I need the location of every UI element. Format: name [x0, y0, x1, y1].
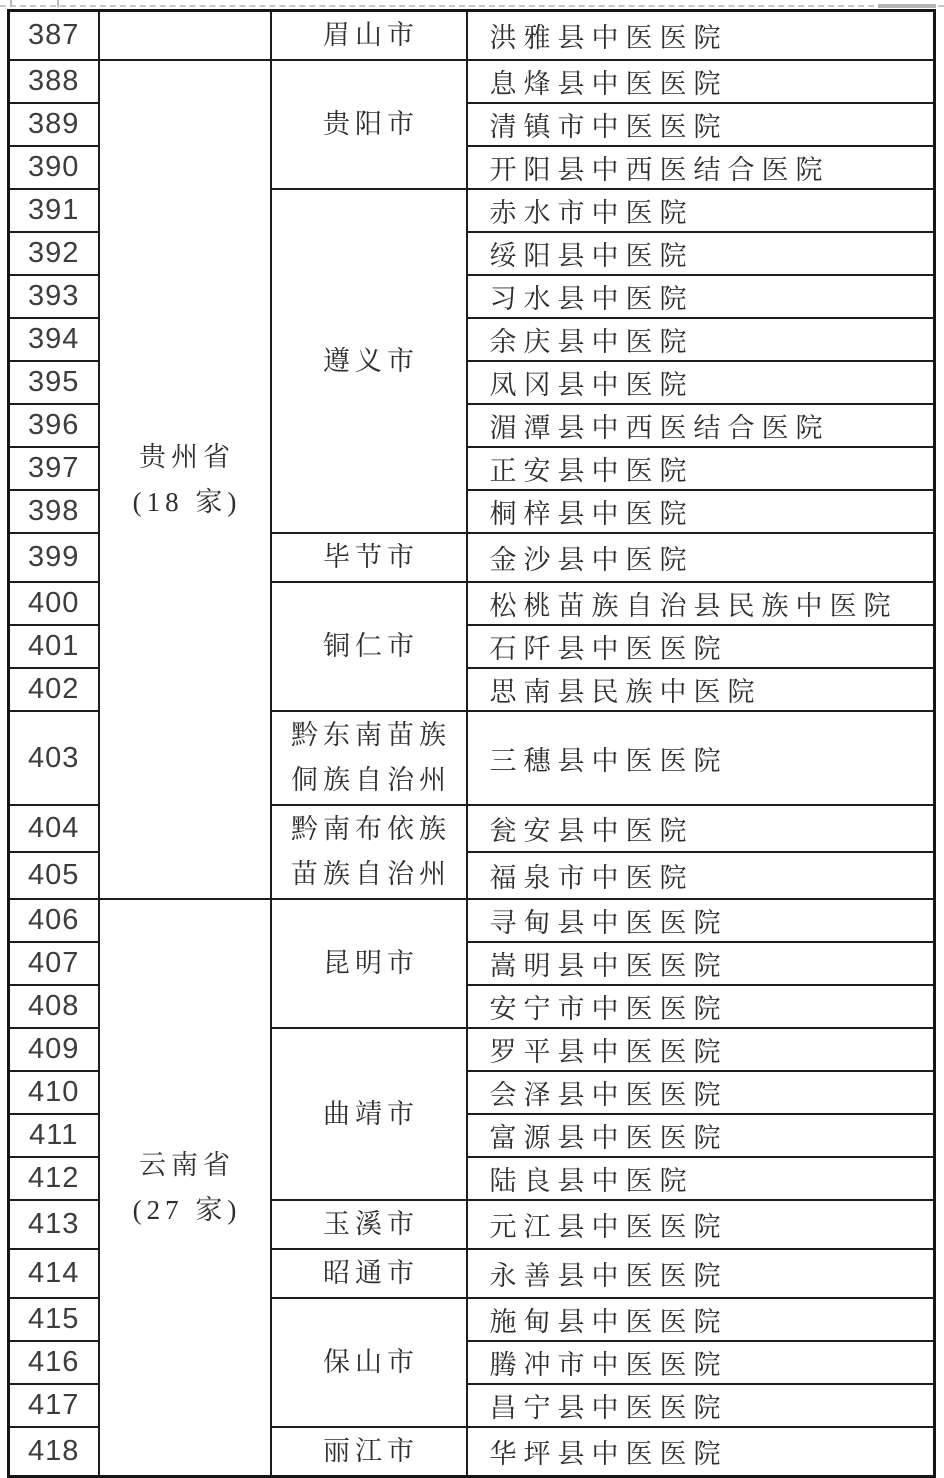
row-number-cell: 390 [9, 146, 99, 189]
hospital-name-cell: 洪雅县中医医院 [467, 11, 935, 61]
hospital-name-cell: 昌宁县中医医院 [467, 1384, 935, 1427]
city-cell [271, 533, 467, 582]
hospital-name-cell: 华坪县中医医院 [467, 1427, 935, 1477]
row-number-cell: 392 [9, 232, 99, 275]
row-number-cell: 396 [9, 404, 99, 447]
table-row [9, 60, 935, 103]
hospital-name-cell: 桐梓县中医院 [467, 490, 935, 533]
city-name-line: 保山市 [323, 1347, 419, 1377]
row-number-cell: 401 [9, 625, 99, 668]
hospital-name-cell: 习水县中医院 [467, 275, 935, 318]
hospital-name-cell: 石阡县中医医院 [467, 625, 935, 668]
row-number-cell: 388 [9, 60, 99, 103]
row-number-cell: 406 [9, 899, 99, 942]
hospital-name-cell: 腾冲市中医医院 [467, 1341, 935, 1384]
row-number-cell: 405 [9, 852, 99, 899]
hospital-name-cell: 安宁市中医医院 [467, 985, 935, 1028]
row-number-cell: 402 [9, 668, 99, 711]
hospital-name-cell: 会泽县中医医院 [467, 1071, 935, 1114]
city-name-line: 黔东南苗族 [291, 720, 451, 750]
hospital-name-cell: 赤水市中医院 [467, 189, 935, 232]
table-row [9, 11, 935, 61]
city-name-line: 曲靖市 [323, 1098, 419, 1129]
row-number-cell: 389 [9, 103, 99, 146]
row-number-cell: 398 [9, 490, 99, 533]
row-number-cell: 410 [9, 1071, 99, 1114]
row-number-cell: 413 [9, 1200, 99, 1249]
city-name-line: 昆明市 [323, 948, 419, 978]
city-cell [271, 1200, 467, 1249]
cut-table-fragment-right [878, 4, 936, 8]
city-name-line: 铜仁市 [323, 631, 419, 661]
hospital-name-cell: 余庆县中医院 [467, 318, 935, 361]
city-name-line: 毕节市 [323, 542, 419, 572]
province-line: (27 家) [132, 1194, 242, 1225]
cut-table-fragment-left [10, 0, 59, 7]
hospital-name-cell: 施甸县中医医院 [467, 1298, 935, 1341]
city-cell [271, 711, 467, 805]
row-number-cell: 418 [9, 1427, 99, 1477]
province-line: 云南省 [139, 1149, 235, 1180]
hospital-name-cell: 罗平县中医医院 [467, 1028, 935, 1071]
table-row [9, 899, 935, 942]
row-number-cell: 400 [9, 582, 99, 625]
city-cell [271, 582, 467, 711]
row-number-cell: 409 [9, 1028, 99, 1071]
city-cell [271, 899, 467, 1028]
row-number-cell: 395 [9, 361, 99, 404]
province-cell [99, 899, 271, 1477]
city-cell [271, 1249, 467, 1298]
hospital-name-cell: 湄潭县中西医结合医院 [467, 404, 935, 447]
city-cell [271, 1427, 467, 1477]
row-number-cell: 416 [9, 1341, 99, 1384]
row-number-cell: 415 [9, 1298, 99, 1341]
city-name-line: 贵阳市 [323, 109, 419, 139]
row-number-cell: 393 [9, 275, 99, 318]
row-number-cell: 417 [9, 1384, 99, 1427]
city-name-line: 遵义市 [323, 345, 419, 376]
hospital-name-cell: 松桃苗族自治县民族中医院 [467, 582, 935, 625]
hospital-table-body [9, 11, 935, 1477]
row-number-cell: 411 [9, 1114, 99, 1157]
city-name-line: 苗族自治州 [291, 859, 451, 889]
row-number-cell: 407 [9, 942, 99, 985]
hospital-name-cell: 思南县民族中医院 [467, 668, 935, 711]
city-name-line: 黔南布依族 [291, 814, 451, 844]
city-cell [271, 189, 467, 533]
province-cell [99, 11, 271, 61]
city-name-line: 丽江市 [323, 1436, 419, 1466]
row-number-cell: 399 [9, 533, 99, 582]
hospital-name-cell: 清镇市中医医院 [467, 103, 935, 146]
row-number-cell: 394 [9, 318, 99, 361]
city-cell [271, 1028, 467, 1200]
row-number-cell: 408 [9, 985, 99, 1028]
hospital-name-cell: 陆良县中医院 [467, 1157, 935, 1200]
province-line: 贵州省 [139, 441, 235, 472]
hospital-name-cell: 开阳县中西医结合医院 [467, 146, 935, 189]
city-cell [271, 60, 467, 189]
hospital-name-cell: 瓮安县中医院 [467, 805, 935, 852]
row-number-cell: 404 [9, 805, 99, 852]
hospital-name-cell: 正安县中医院 [467, 447, 935, 490]
row-number-cell: 403 [9, 711, 99, 805]
city-cell [271, 1298, 467, 1427]
city-name-line: 昭通市 [323, 1258, 419, 1288]
hospital-name-cell: 息烽县中医医院 [467, 60, 935, 103]
hospital-name-cell: 富源县中医医院 [467, 1114, 935, 1157]
row-number-cell: 387 [9, 11, 99, 61]
hospital-table [7, 9, 936, 1478]
hospital-name-cell: 福泉市中医院 [467, 852, 935, 899]
province-line: (18 家) [132, 486, 242, 517]
page-break-dashed-line [0, 5, 944, 7]
province-cell [99, 60, 271, 899]
hospital-name-cell: 金沙县中医院 [467, 533, 935, 582]
row-number-cell: 414 [9, 1249, 99, 1298]
city-cell [271, 11, 467, 61]
hospital-name-cell: 三穗县中医医院 [467, 711, 935, 805]
row-number-cell: 412 [9, 1157, 99, 1200]
hospital-name-cell: 元江县中医医院 [467, 1200, 935, 1249]
city-name-line: 侗族自治州 [291, 765, 451, 795]
hospital-name-cell: 绥阳县中医院 [467, 232, 935, 275]
row-number-cell: 391 [9, 189, 99, 232]
row-number-cell: 397 [9, 447, 99, 490]
hospital-name-cell: 永善县中医医院 [467, 1249, 935, 1298]
hospital-name-cell: 嵩明县中医医院 [467, 942, 935, 985]
city-name-line: 眉山市 [323, 20, 419, 50]
hospital-name-cell: 凤冈县中医院 [467, 361, 935, 404]
city-cell [271, 805, 467, 899]
city-name-line: 玉溪市 [323, 1209, 419, 1239]
hospital-name-cell: 寻甸县中医医院 [467, 899, 935, 942]
